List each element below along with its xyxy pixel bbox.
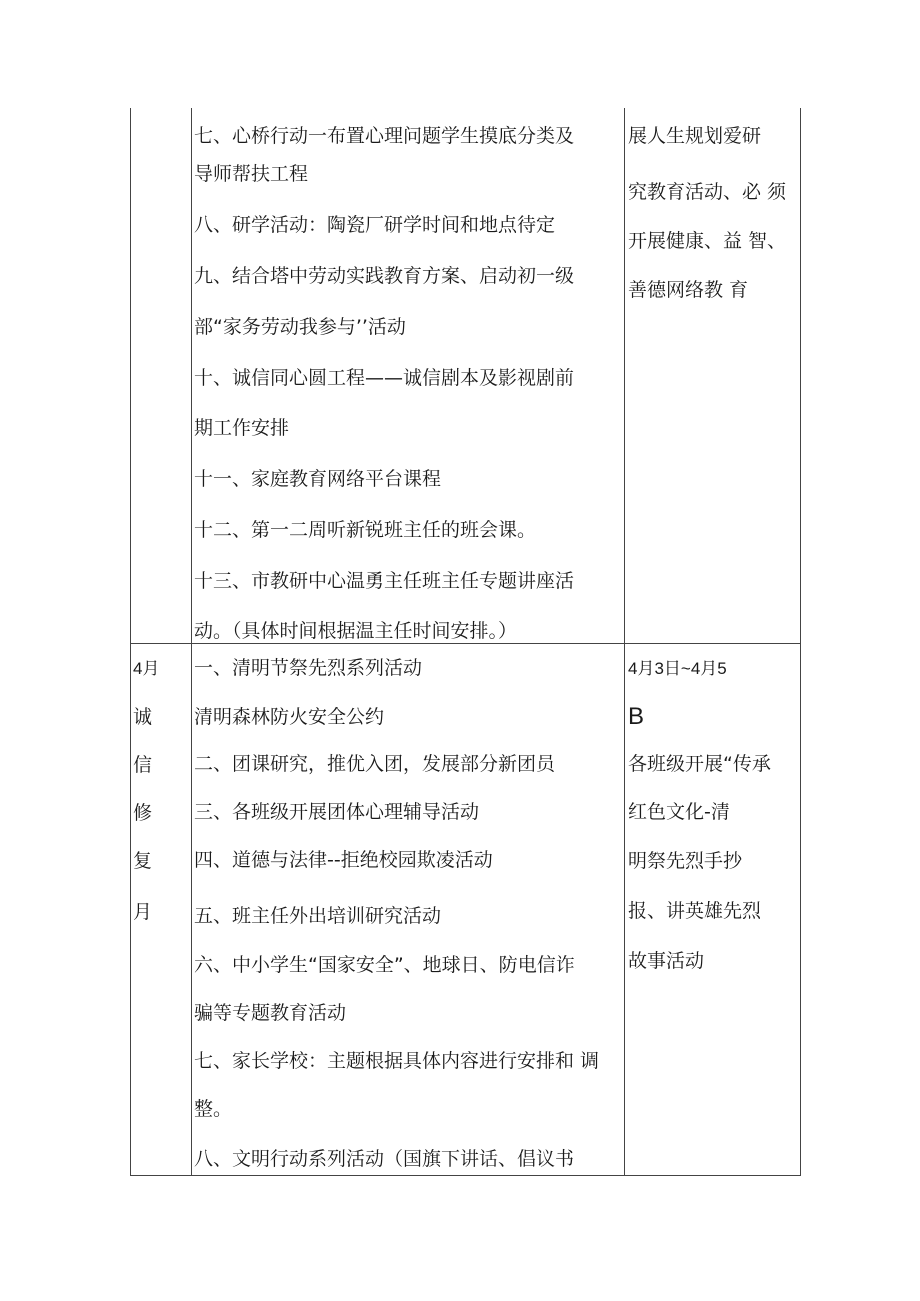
activity-line: 清明森林防火安全公约 bbox=[194, 706, 385, 728]
activity-line: 一、清明节祭先烈系列活动 bbox=[194, 657, 423, 679]
note-line: 报、讲英雄先烈 bbox=[628, 900, 762, 922]
note-line: 展人生规划爱研 bbox=[628, 125, 762, 147]
month-label: 4月 bbox=[133, 659, 160, 678]
activity-line: 五、班主任外出培训研究活动 bbox=[194, 905, 442, 927]
activity-line: 期工作安排 bbox=[194, 417, 290, 439]
month-title-char: 诚 bbox=[133, 706, 153, 728]
activity-line: 八、文明行动系列活动（国旗下讲话、倡议书 bbox=[194, 1148, 575, 1170]
activity-line: 八、研学活动：陶瓷厂研学时间和地点待定 bbox=[194, 214, 556, 236]
activity-line: 导师帮扶工程 bbox=[194, 163, 309, 185]
table-divider-1 bbox=[191, 108, 192, 1176]
table-bottom-border bbox=[130, 1175, 801, 1176]
table-left-border bbox=[130, 108, 131, 1176]
activity-line: 十二、第一二周听新锐班主任的班会课。 bbox=[194, 519, 537, 541]
table-divider-2 bbox=[624, 108, 625, 1176]
date-range: 4月3日~4月5 bbox=[628, 659, 727, 678]
note-line: 善德网络教 育 bbox=[628, 279, 749, 301]
activity-line: 部“家务劳动我参与’’活动 bbox=[194, 316, 406, 338]
note-line: 开展健康、益 智、 bbox=[628, 230, 787, 252]
activity-line: 十三、市教研中心温勇主任班主任专题讲座活 bbox=[194, 570, 575, 592]
activity-line: 骗等专题教育活动 bbox=[194, 1002, 347, 1024]
note-line: 究教育活动、必 须 bbox=[628, 181, 787, 203]
activity-line: 七、心桥行动一布置心理问题学生摸底分类及 bbox=[194, 125, 575, 147]
note-line: 明祭先烈手抄 bbox=[628, 850, 743, 872]
activity-line: 十一、家庭教育网络平台课程 bbox=[194, 468, 442, 490]
activity-line: 三、各班级开展团体心理辅导活动 bbox=[194, 801, 480, 823]
activity-line: 二、团课研究，推优入团，发展部分新团员 bbox=[194, 753, 556, 775]
date-suffix: B bbox=[628, 703, 645, 730]
activity-line: 动。（具体时间根据温主任时间安排。） bbox=[194, 620, 518, 642]
month-title-char: 月 bbox=[133, 901, 153, 923]
activity-line: 六、中小学生“国家安全”、地球日、防电信诈 bbox=[194, 954, 575, 976]
month-title-char: 信 bbox=[133, 754, 153, 776]
table-right-border bbox=[800, 108, 801, 1176]
month-title-char: 修 bbox=[133, 802, 153, 824]
activity-line: 整。 bbox=[194, 1098, 233, 1120]
activity-line: 四、道德与法律--拒绝校园欺凌活动 bbox=[194, 849, 493, 871]
month-title-char: 复 bbox=[133, 850, 153, 872]
activity-line: 七、家长学校：主题根据具体内容进行安排和 调 bbox=[194, 1050, 600, 1072]
note-line: 各班级开展“传承 bbox=[628, 753, 771, 775]
row-separator bbox=[130, 643, 801, 644]
note-line: 红色文化-清 bbox=[628, 801, 730, 823]
note-line: 故事活动 bbox=[628, 950, 705, 972]
activity-line: 十、诚信同心圆工程——诚信剧本及影视剧前 bbox=[194, 367, 575, 389]
activity-line: 九、结合塔中劳动实践教育方案、启动初一级 bbox=[194, 265, 575, 287]
